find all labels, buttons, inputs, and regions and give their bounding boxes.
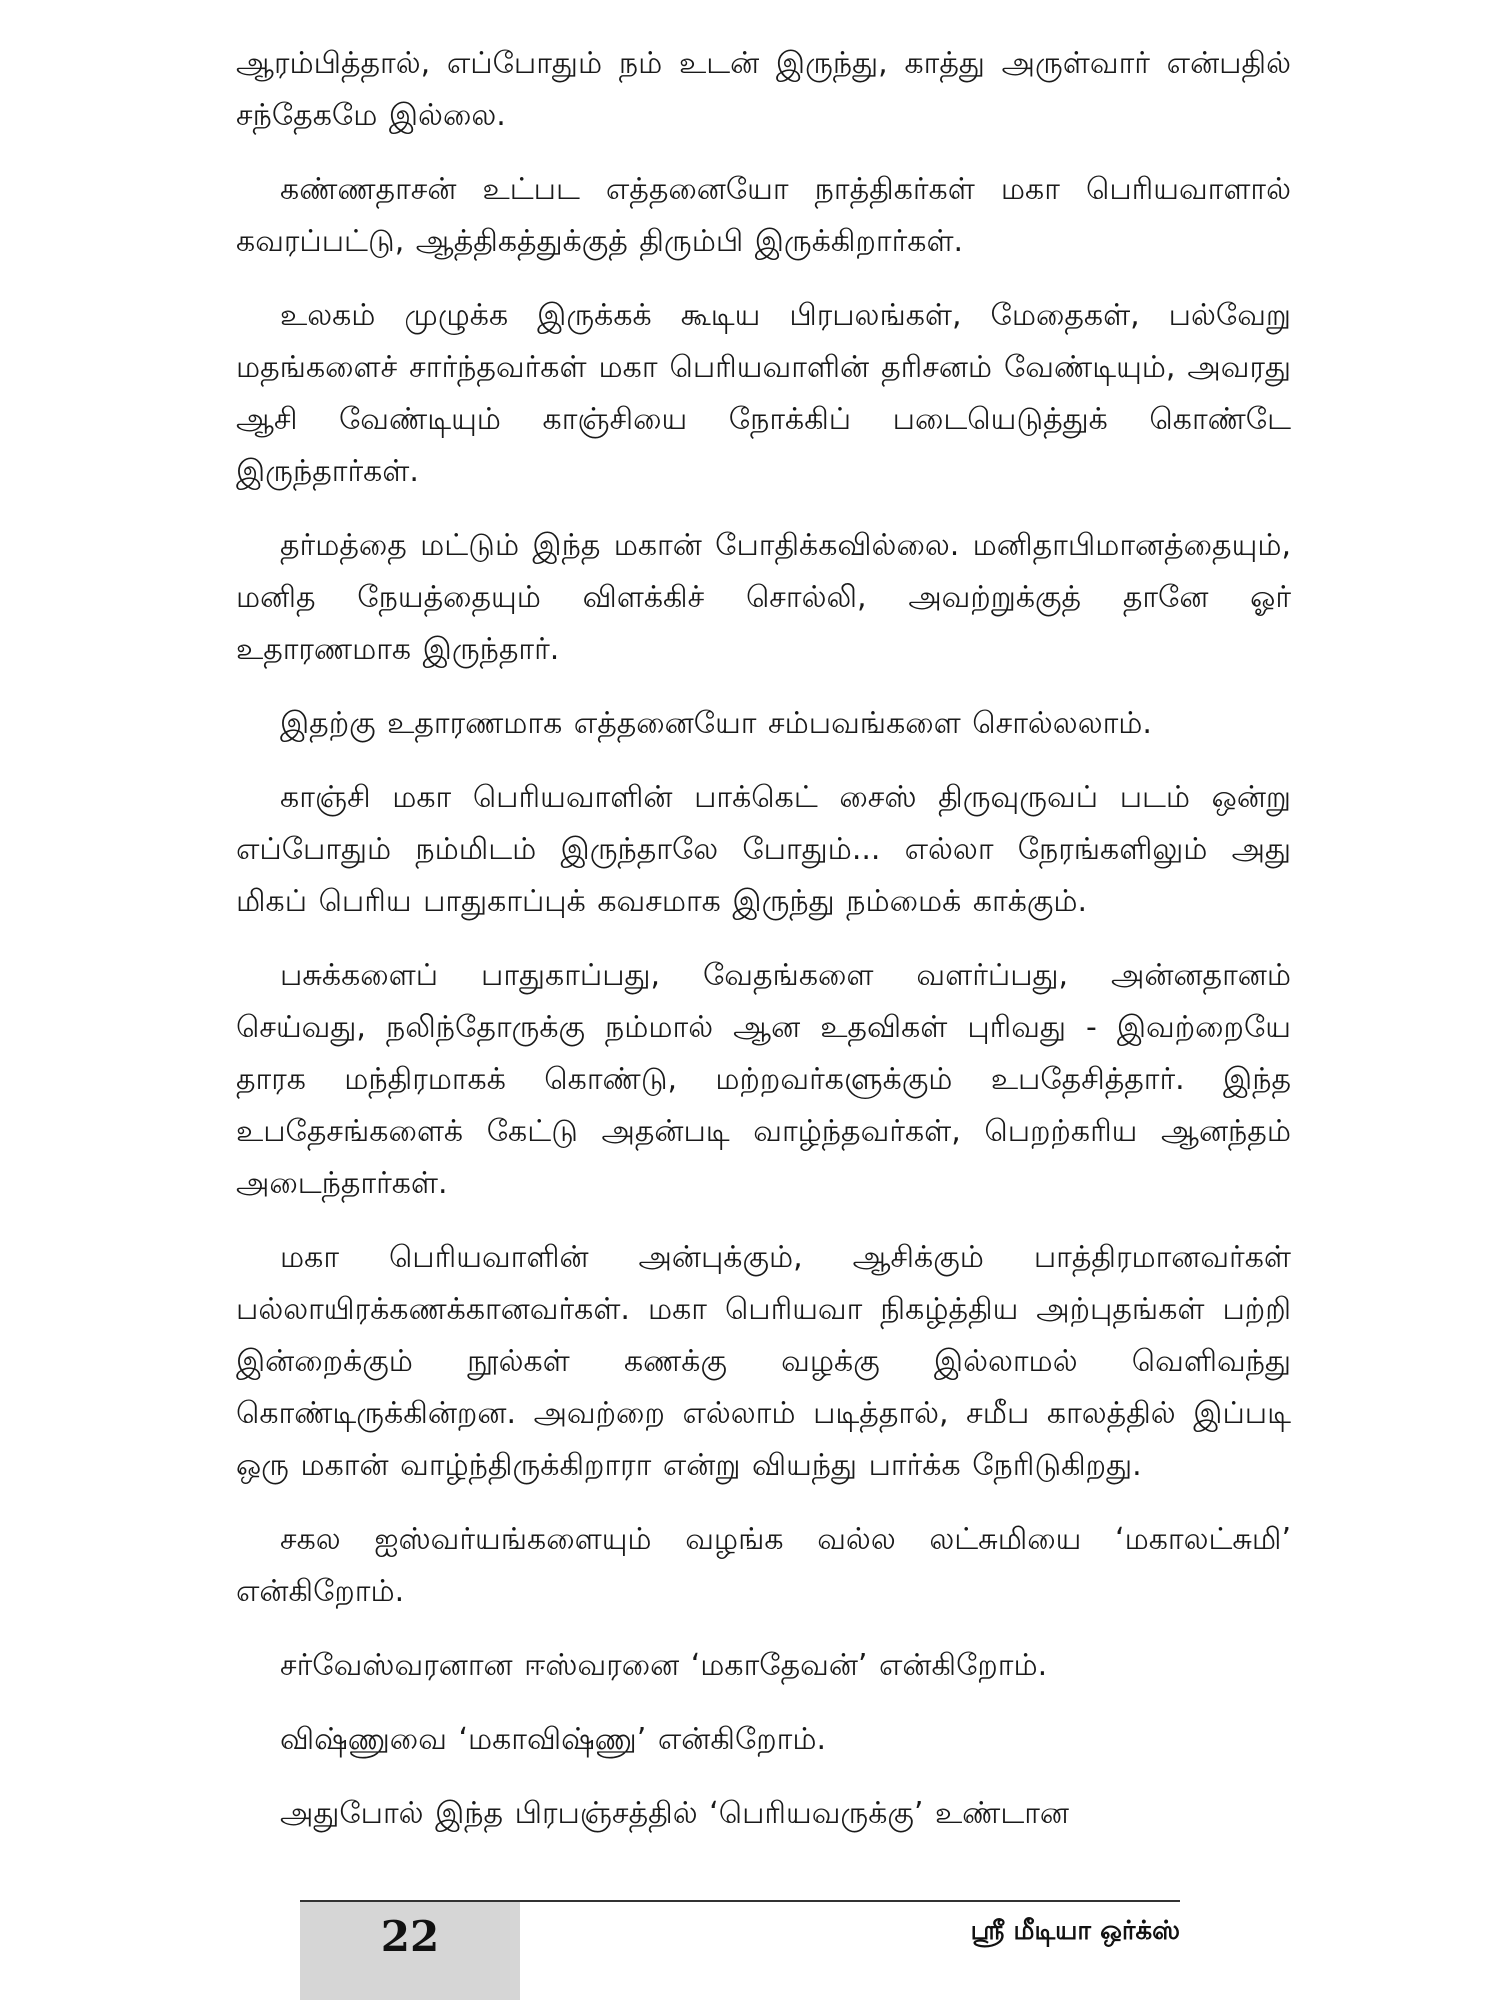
- paragraph: ஆரம்பித்தால், எப்போதும் நம் உடன் இருந்து, காத்து அருள்வார் என்பதில் சந்தேகமே இல்லை.: [236, 46, 1291, 133]
- paragraph: பசுக்களைப் பாதுகாப்பது, வேதங்களை வளர்ப்பது, அன்னதானம் செய்வது, நலிந்தோருக்கு நம்மால் ஆன உதவிகள் புரிவது - இவற்றையே தாரக மந்திரமாகக் கொண்டு, மற்றவர்களுக்கும் உபதேசித்தார். இந்த உபதேசங்களைக் கேட்டு அதன்படி வாழ்ந்தவர்கள், பெறற்கரிய ஆனந்தம் அடைந்தார்கள்.: [236, 958, 1291, 1201]
- paragraph: சர்வேஸ்வரனான ஈஸ்வரனை ‘மகாதேவன்’ என்கிறோம்.: [280, 1648, 1048, 1683]
- paragraph: இதற்கு உதாரணமாக எத்தனையோ சம்பவங்களை சொல்லலாம்.: [280, 706, 1152, 741]
- paragraph: காஞ்சி மகா பெரியவாளின் பாக்கெட் சைஸ் திருவுருவப் படம் ஒன்று எப்போதும் நம்மிடம் இருந்தாலே போதும்... எல்லா நேரங்களிலும் அது மிகப் பெரிய பாதுகாப்புக் கவசமாக இருந்து நம்மைக் காக்கும்.: [236, 780, 1291, 919]
- paragraph: விஷ்ணுவை ‘மகாவிஷ்ணு’ என்கிறோம்.: [280, 1722, 827, 1757]
- paragraph: உலகம் முழுக்க இருக்கக் கூடிய பிரபலங்கள், மேதைகள், பல்வேறு மதங்களைச் சார்ந்தவர்கள் மகா பெரியவாளின் தரிசனம் வேண்டியும், அவரது ஆசி வேண்டியும் காஞ்சியை நோக்கிப் படையெடுத்துக் கொண்டே இருந்தார்கள்.: [236, 298, 1291, 489]
- paragraph: தர்மத்தை மட்டும் இந்த மகான் போதிக்கவில்லை. மனிதாபிமானத்தையும், மனித நேயத்தையும் விளக்கிச் சொல்லி, அவற்றுக்குத் தானே ஓர் உதாரணமாக இருந்தார்.: [236, 528, 1291, 667]
- publisher-name: ஸ்ரீ மீடியா ஒர்க்ஸ்: [970, 1916, 1180, 1946]
- paragraph: மகா பெரியவாளின் அன்புக்கும், ஆசிக்கும் பாத்திரமானவர்கள் பல்லாயிரக்கணக்கானவர்கள். மகா பெரியவா நிகழ்த்திய அற்புதங்கள் பற்றி இன்றைக்கும் நூல்கள் கணக்கு வழக்கு இல்லாமல் வெளிவந்து கொண்டிருக்கின்றன. அவற்றை எல்லாம் படித்தால், சமீப காலத்தில் இப்படி ஒரு மகான் வாழ்ந்திருக்கிறாரா என்று வியந்து பார்க்க நேரிடுகிறது.: [236, 1240, 1291, 1483]
- paragraph: சகல ஐஸ்வர்யங்களையும் வழங்க வல்ல லட்சுமியை ‘மகாலட்சுமி’ என்கிறோம்.: [236, 1522, 1291, 1609]
- paragraph: கண்ணதாசன் உட்பட எத்தனையோ நாத்திகர்கள் மகா பெரியவாளால் கவரப்பட்டு, ஆத்திகத்துக்குத் திரும்பி இருக்கிறார்கள்.: [236, 172, 1291, 259]
- page-number: 22: [380, 1912, 440, 1961]
- page-body: [236, 38, 1291, 1862]
- paragraph: அதுபோல் இந்த பிரபஞ்சத்தில் ‘பெரியவருக்கு’ உண்டான: [280, 1796, 1069, 1831]
